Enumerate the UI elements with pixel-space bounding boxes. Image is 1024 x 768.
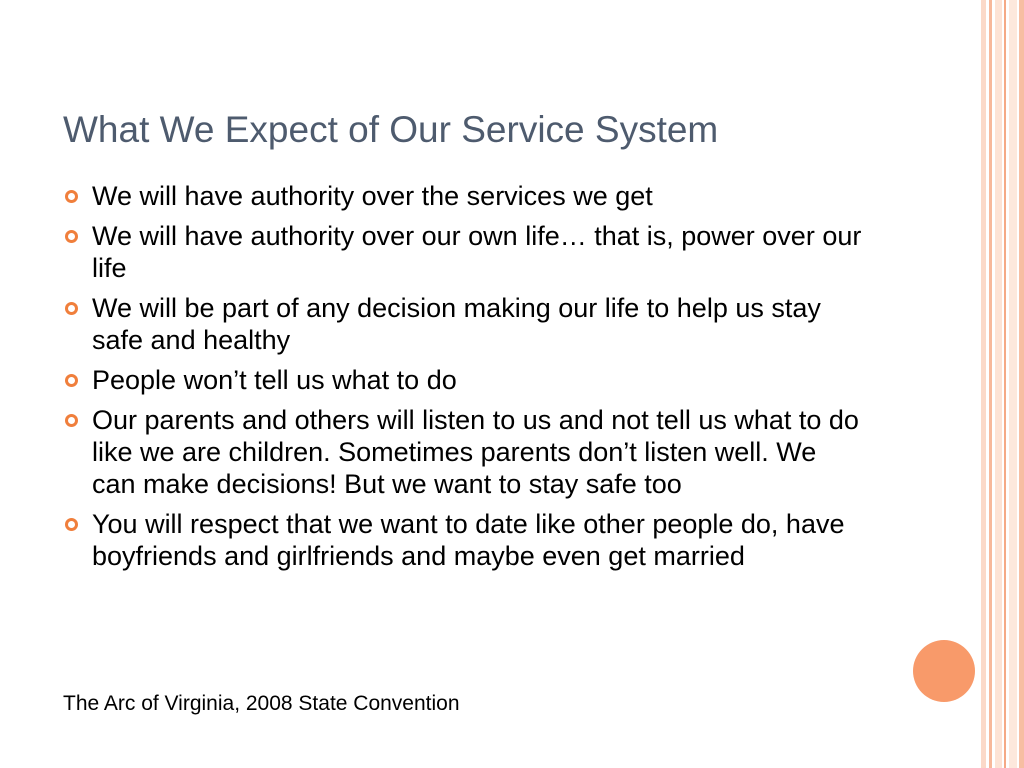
decorative-stripe: [981, 0, 986, 768]
bullet-item: [63, 508, 863, 572]
bullet-item: [63, 220, 863, 284]
bullet-item: [63, 404, 863, 500]
bullet-text: We will have authority over the services we get: [92, 181, 653, 211]
bullet-text: We will be part of any decision making our life to help us stay safe and healthy: [92, 293, 821, 355]
decorative-stripe: [1019, 0, 1024, 768]
slide-title: What We Expect of Our Service System: [63, 109, 719, 150]
slide-footer: The Arc of Virginia, 2008 State Convention: [63, 692, 460, 715]
bullet-item: [63, 364, 863, 396]
bullet-text: You will respect that we want to date like other people do, have boyfriends and girlfriends and maybe even get married: [92, 509, 845, 571]
accent-circle: [913, 640, 975, 702]
decorative-stripe: [989, 0, 992, 768]
bullet-icon: [65, 414, 78, 427]
bullet-icon: [65, 302, 78, 315]
bullet-text: We will have authority over our own life… that is, power over our life: [92, 221, 862, 283]
bullet-icon: [65, 518, 78, 531]
bullet-list: [63, 180, 863, 580]
bullet-icon: [65, 190, 78, 203]
bullet-item: [63, 292, 863, 356]
bullet-text: Our parents and others will listen to us and not tell us what to do like we are children. Sometimes parents don’t listen well. We can make decisions! But we want to stay safe too: [92, 405, 859, 499]
bullet-icon: [65, 374, 78, 387]
bullet-text: People won’t tell us what to do: [92, 365, 457, 395]
decorative-stripe: [1009, 0, 1017, 768]
decorative-stripe: [995, 0, 1002, 768]
bullet-icon: [65, 230, 78, 243]
bullet-item: [63, 180, 863, 212]
decorative-stripe: [1004, 0, 1006, 768]
